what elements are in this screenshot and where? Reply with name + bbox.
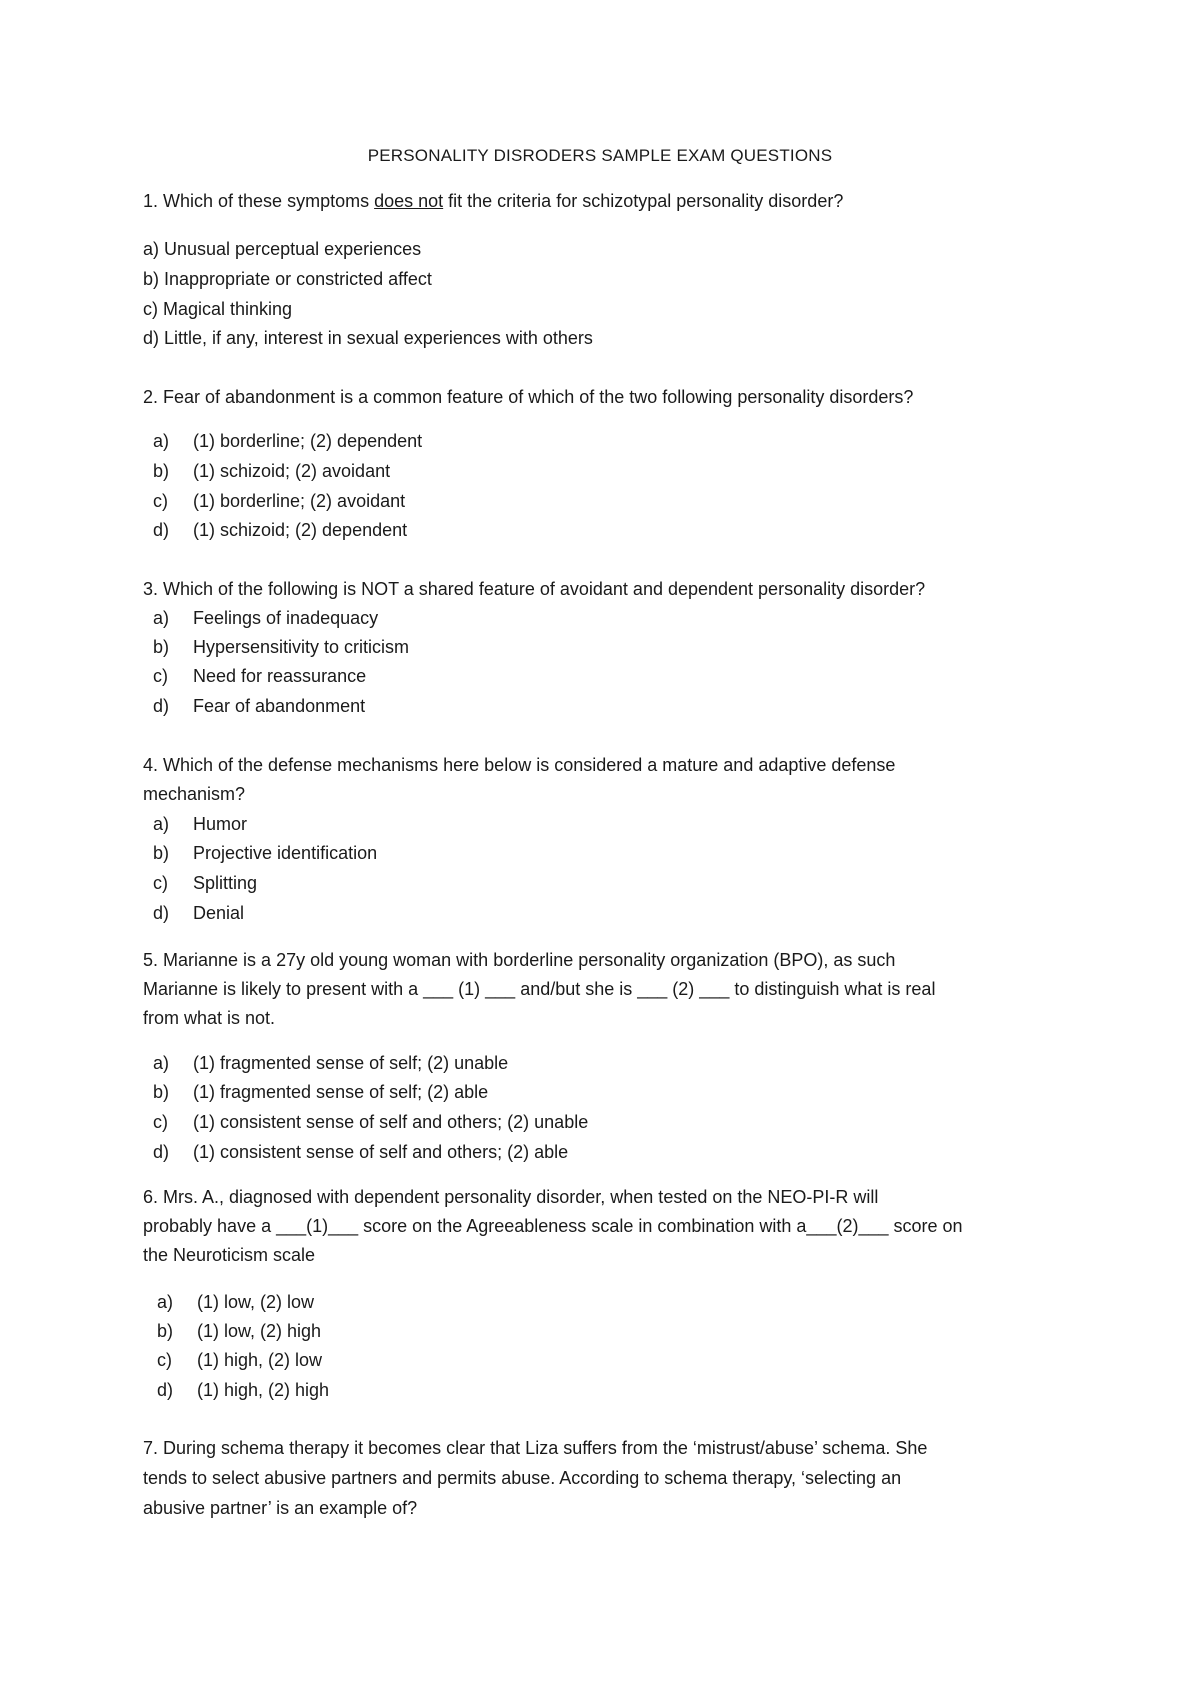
- option-text: (1) fragmented sense of self; (2) unable: [193, 1053, 509, 1073]
- question-4-line-1: 4. Which of the defense mechanisms here below is considered a mature and adaptive defense: [143, 755, 896, 775]
- question-6-line-3: the Neuroticism scale: [143, 1245, 316, 1265]
- option-label: b): [157, 1321, 174, 1341]
- option-label: a): [153, 1053, 170, 1073]
- option-text: Denial: [193, 903, 245, 923]
- question-1-option-a: a) Unusual perceptual experiences: [143, 239, 422, 259]
- option-label: d): [153, 520, 170, 540]
- option-label: a): [157, 1292, 174, 1312]
- option-label: b): [153, 1082, 170, 1102]
- option-text: (1) high, (2) high: [197, 1380, 330, 1400]
- option-text: Splitting: [193, 873, 258, 893]
- option-text: (1) low, (2) high: [197, 1321, 322, 1341]
- question-1-emphasis: does not: [374, 191, 444, 211]
- option-text: (1) borderline; (2) dependent: [193, 431, 423, 451]
- option-label: b): [153, 461, 170, 481]
- option-label: d): [153, 1142, 170, 1162]
- question-1-option-b: b) Inappropriate or constricted affect: [143, 269, 432, 289]
- page-title: PERSONALITY DISRODERS SAMPLE EXAM QUESTIONS: [367, 146, 833, 165]
- option-text: (1) low, (2) low: [197, 1292, 315, 1312]
- option-text: (1) high, (2) low: [197, 1350, 323, 1370]
- option-label: c): [153, 873, 168, 893]
- option-label: a): [153, 608, 170, 628]
- option-label: b): [153, 637, 170, 657]
- option-text: Projective identification: [193, 843, 378, 863]
- option-label: d): [153, 903, 170, 923]
- question-7-line-2: tends to select abusive partners and permits abuse. According to schema therapy, ‘selecting an: [143, 1468, 902, 1488]
- question-5-line-1: 5. Marianne is a 27y old young woman with borderline personality organization (BPO), as such: [143, 950, 896, 970]
- question-5-line-3: from what is not.: [143, 1008, 276, 1028]
- option-text: (1) consistent sense of self and others; (2) unable: [193, 1112, 589, 1132]
- option-label: d): [153, 696, 170, 716]
- question-1-option-d: d) Little, if any, interest in sexual experiences with others: [143, 328, 593, 348]
- question-1-suffix: fit the criteria for schizotypal personality disorder?: [443, 191, 844, 211]
- option-label: c): [153, 491, 168, 511]
- option-text: Fear of abandonment: [193, 696, 366, 716]
- question-2: 2. Fear of abandonment is a common feature of which of the two following personality disorders?: [143, 387, 914, 407]
- question-3: 3. Which of the following is NOT a shared feature of avoidant and dependent personality disorder?: [143, 579, 926, 599]
- option-text: Feelings of inadequacy: [193, 608, 379, 628]
- option-text: (1) schizoid; (2) avoidant: [193, 461, 391, 481]
- option-label: a): [153, 814, 170, 834]
- question-5-line-2: Marianne is likely to present with a ___ (1) ___ and/but she is ___ (2) ___ to distinguish what is real: [143, 979, 936, 999]
- option-label: c): [157, 1350, 172, 1370]
- question-7-line-3: abusive partner’ is an example of?: [143, 1498, 418, 1518]
- option-text: (1) consistent sense of self and others; (2) able: [193, 1142, 569, 1162]
- option-text: Need for reassurance: [193, 666, 367, 686]
- option-label: a): [153, 431, 170, 451]
- option-label: c): [153, 1112, 168, 1132]
- question-4-line-2: mechanism?: [143, 784, 246, 804]
- question-1-option-c: c) Magical thinking: [143, 299, 293, 319]
- option-label: c): [153, 666, 168, 686]
- question-1-prefix: 1. Which of these symptoms: [143, 191, 375, 211]
- question-1: [143, 190, 843, 212]
- question-7-line-1: 7. During schema therapy it becomes clear that Liza suffers from the ‘mistrust/abuse’ schema. She: [143, 1438, 928, 1458]
- question-6-line-2: probably have a ___(1)___ score on the Agreeableness scale in combination with a___(2)___ score on: [143, 1216, 963, 1236]
- option-text: (1) fragmented sense of self; (2) able: [193, 1082, 489, 1102]
- option-label: b): [153, 843, 170, 863]
- option-text: Hypersensitivity to criticism: [193, 637, 410, 657]
- option-label: d): [157, 1380, 174, 1400]
- option-text: (1) borderline; (2) avoidant: [193, 491, 406, 511]
- option-text: Humor: [193, 814, 248, 834]
- option-text: (1) schizoid; (2) dependent: [193, 520, 408, 540]
- question-6-line-1: 6. Mrs. A., diagnosed with dependent personality disorder, when tested on the NEO-PI-R will: [143, 1187, 879, 1207]
